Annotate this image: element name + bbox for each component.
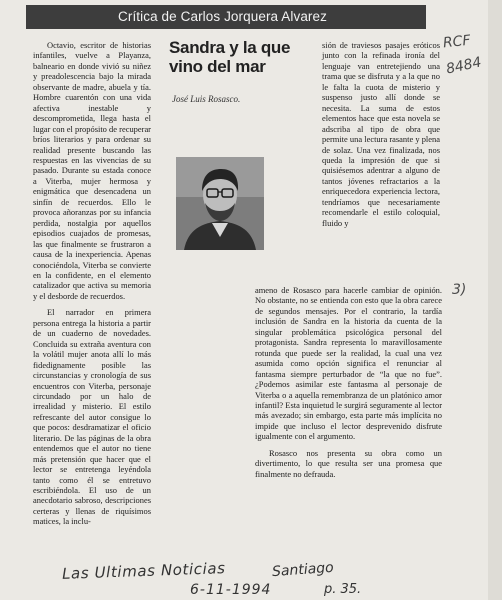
headline-line-1: Sandra y la que [169,38,291,57]
article-column-continuation [255,285,442,479]
paragraph: Octavio, escritor de historias infantiles, vuelve a Playanza, balneario en donde vivió su niñez y preadolescencia bajo la mirada observante de madre, abuela y tía. Hombre cuarentón con una vida afectiva inestable y descomprometida, llega hasta el lugar con el propósito de recuperar bríos literarios y para ordenar su realidad presente buscando las respuestas en las vivencias de su pasado. Durante su estada conoce a Viterba, mujer hermosa y enigmática que desencadena un sinfín de recuerdos. Ello le provoca añoranzas por su infancia perdida, nostalgia por aquellos episodios cuajados de promesas, las que finalmente se frustraron a causa de la inexperiencia. Apenas conociéndola, Viterba se convierte en la confidente, en el elemento catalizador que activa su memoria y el desborde de recuerdos. [33,40,151,301]
paragraph: Rosasco nos presenta su obra como un divertimento, lo que resulta ser una promesa que finalmente no defrauda. [255,447,442,479]
author-portrait-image [176,157,264,250]
paper-edge [488,0,502,600]
article-headline [169,38,304,76]
handwritten-date: 6-11-1994 [190,582,272,598]
handwritten-margin-mark: 3) [452,282,467,298]
author-photo [176,157,264,250]
handwritten-source: Las Ultimas Noticias [61,559,226,583]
paragraph: sión de traviesos pasajes eróticos junto con la refinada ironía del lenguaje van entretejiendo una trama que se disfruta y a la que no le falta la cuota de misterio y suspenso justo allí donde se necesita. La suma de estos elementos hace que esta novela se adscriba al tipo de obra que permite una lectura rasante y plena de solaz. Una vez finalizada, nos queda la impresión de que si quisiésemos adentrar a alguno de tantos jóvenes refractarios a la enriquecedora experiencia lectora, tendríamos que necesariamente recomendarle el estilo coloquial, fluido y [322,40,440,228]
handwritten-page: p. 35. [324,582,362,597]
handwritten-catalog-mark: RCF [442,32,472,52]
handwritten-source-note [62,560,402,600]
handwritten-catalog-number: 8484 [444,54,483,78]
article-column-right [322,40,440,228]
article-column-left [33,40,151,527]
paragraph: El narrador en primera persona entrega la historia a partir de un cuaderno de novedades. Concluida su extraña aventura con la volátil mujer anota allí lo más fidedignamente posible las circunstancias y cronología de sus encuentros con Viterba, personaje circundado por un halo de irrealidad y misterio. El estilo refrescante del autor consigue lo que pocos: desdramatizar el oficio literario. De las páginas de la obra entendemos que el autor no tiene más pretensión que hacer que el lector se entretenga leyéndola tanto como él se entretuvo escribiéndola. El uso de un anecdotario sabroso, descripciones certeras y llenas de riquísimos matices, la inclu- [33,307,151,527]
handwritten-city: Santiago [271,559,335,581]
headline-line-2: vino del mar [169,57,266,76]
section-banner: Crítica de Carlos Jorquera Alvarez [26,5,426,29]
byline: José Luis Rosasco. [172,94,241,104]
paragraph: ameno de Rosasco para hacerle cambiar de opinión. No obstante, no se entienda con esto que la obra carece de segundos mensajes. Por el contrario, la tardía inclusión de Sandra en la historia da cuenta de la singular problemática psicológica personal del protagonista. Sandra representa lo maravillosamente rotunda que puede ser la realidad, la cual una vez asumida como opción significa el renunciar al fantasma siempre perturbador de “la que no fue”. ¿Podemos asimilar este fantasma al personaje de Viterba o a aquella remembranza de un platónico amor infantil? Esta inquietud le surgirá seguramente al lector más avezado; sin embargo, esta parte más implícita no impide que incluso el lector desprevenido disfrute igualmente con el argumento. [255,285,442,442]
